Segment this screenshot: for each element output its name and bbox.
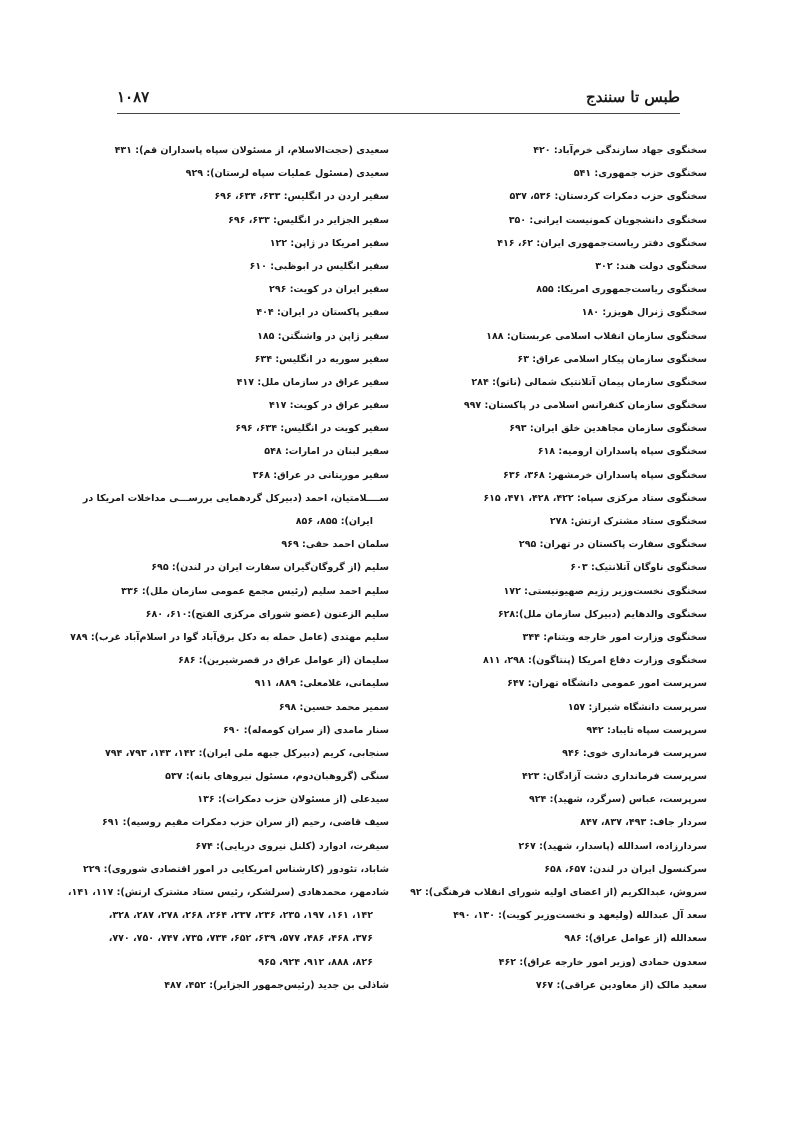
index-entry: سخنگوی دولت هند: ۳۰۲: [595, 260, 707, 272]
index-entry: سخنگوی ستاد مرکزی سپاه: ۴۲۲، ۴۲۸، ۴۷۱، ۶۱۵: [483, 492, 707, 504]
index-entry: سرپرست دانشگاه شیراز: ۱۵۷: [567, 701, 707, 713]
index-entry: شاذلی بن جدید (رئیس‌جمهور الجزایر): ۴۵۲، ۴۸۷: [164, 979, 389, 991]
index-entry: سردار جاف: ۴۹۳، ۸۳۷، ۸۴۷: [580, 817, 707, 829]
index-entry: سفیر لبنان در امارات: ۵۴۸: [264, 446, 389, 458]
index-entry: سلیم (از گروگان‌گیران سفارت ایران در لندن): ۶۹۵: [151, 562, 389, 574]
index-entry: سفیر الجزایر در انگلیس: ۶۳۳، ۶۹۶: [228, 214, 389, 226]
index-entry: سفیر کویت در انگلیس: ۶۳۴، ۶۹۶: [235, 423, 389, 435]
index-entry: سفیر عراق در سازمان ملل: ۴۱۷: [236, 376, 389, 388]
index-entry: سنجابی، کریم (دبیرکل جبهه ملی ایران): ۱۴۲، ۱۴۳، ۷۹۳، ۷۹۴: [104, 747, 389, 759]
index-entry: شادمهر، محمدهادی (سرلشکر، رئیس ستاد مشترک ارتش): ۱۱۷، ۱۴۱،: [67, 887, 389, 898]
index-entry: سخنگوی سازمان پیکار اسلامی عراق: ۶۳: [517, 353, 707, 365]
index-entry: سلیم احمد سلیم (رئیس مجمع عمومی سازمان ملل): ۳۳۶: [121, 585, 389, 597]
running-header: [117, 88, 680, 112]
index-entry: سفیر ژاپن در واشنگتن: ۱۸۵: [257, 330, 389, 342]
index-entry: سمیر محمد حسین: ۶۹۸: [278, 701, 389, 713]
index-entry: سعدون حمادی (وزیر امور خارجه عراق): ۴۶۲: [498, 956, 707, 968]
index-entry: سخنگوی ناوگان آتلانتیک: ۶۰۳: [570, 562, 707, 574]
index-entry-continuation: ایران): ۸۵۵، ۸۵۶: [295, 516, 373, 527]
index-entry: سروش، عبدالکریم (از اعضای اولیه شورای انقلاب فرهنگی): ۹۲: [410, 887, 707, 898]
index-entry: سرپرست، عباس (سرگرد، شهید): ۹۲۴: [528, 794, 707, 806]
index-entry: سخنگوی سپاه پاسداران خرمشهر: ۳۶۸، ۶۳۶: [503, 469, 707, 481]
index-column-right: [407, 139, 707, 997]
index-entry: سعدالله (از عوامل عراق): ۹۸۶: [564, 933, 707, 945]
index-entry: سفیر ایران در کویت: ۲۹۶: [269, 284, 389, 296]
index-entry: سرپرست امور عمومی دانشگاه تهران: ۶۴۷: [507, 678, 707, 690]
page-number: ۱۰۸۷: [117, 88, 150, 106]
index-entry: سفیر امریکا در ژاپن: ۱۲۲: [269, 237, 389, 249]
index-entry: سخنگوی سازمان انقلاب اسلامی عربستان: ۱۸۸: [486, 330, 707, 342]
index-entry: سخنگوی ژنرال هویزر: ۱۸۰: [581, 307, 707, 319]
index-entry: ســــلامتیان، احمد (دبیرکل گردهمایی بررســـی مداخلات امریکا در: [82, 492, 389, 504]
index-entry: شاباد، تئودور (کارشناس امریکایی در امور اقتصادی شوروی): ۲۲۹: [82, 863, 389, 875]
index-entry: سعید مالک (از معاودین عراقی): ۷۶۷: [535, 979, 707, 991]
index-entry: سلیمان (از عوامل عراق در قصرشیرین): ۶۸۶: [178, 655, 389, 667]
index-entry: سیفرت، ادوارد (کلنل نیروی دریایی): ۶۷۴: [195, 840, 389, 852]
index-entry: سخنگوی حزب جمهوری: ۵۴۱: [573, 168, 707, 180]
index-column-left: [67, 139, 389, 997]
index-entry: سخنگوی ریاست‌جمهوری امریکا: ۸۵۵: [536, 284, 707, 296]
index-entry: سفیر پاکستان در ایران: ۴۰۴: [256, 307, 389, 319]
index-entry: سرپرست سپاه تایباد: ۹۴۲: [586, 724, 707, 736]
index-entry: سفیر موریتانی در عراق: ۳۶۸: [252, 469, 389, 481]
index-entry: سخنگوی سپاه پاسداران ارومیه: ۶۱۸: [537, 446, 707, 458]
index-entry: سعیدی (حجت‌الاسلام، از مسئولان سپاه پاسداران قم): ۴۳۱: [114, 145, 389, 156]
index-entry: سخنگوی نخست‌وزیر رژیم صهیونیستی: ۱۷۲: [503, 585, 707, 597]
index-entry: سیدعلی (از مسئولان حزب دمکرات): ۱۳۶: [197, 794, 389, 806]
index-entry: سخنگوی حزب دمکرات کردستان: ۵۳۶، ۵۳۷: [509, 191, 707, 203]
index-entry: سفیر اردن در انگلیس: ۶۳۳، ۶۳۴، ۶۹۶: [214, 191, 389, 203]
index-entry: سعیدی (مسئول عملیات سپاه لرستان): ۹۲۹: [185, 168, 389, 180]
index-entry-continuation: ۸۲۶، ۸۸۸، ۹۱۲، ۹۲۴، ۹۶۵: [258, 956, 373, 968]
index-entry: سلمان احمد حقی: ۹۶۹: [281, 539, 389, 551]
index-entry: سیف قاضی، رحیم (از سران حزب دمکرات مقیم روسیه): ۶۹۱: [101, 817, 389, 829]
index-entry: سفیر عراق در کویت: ۴۱۷: [269, 400, 389, 412]
index-entry: سخنگوی وزارت امور خارجه ویتنام: ۳۴۴: [522, 631, 707, 643]
header-divider: [117, 113, 680, 114]
index-entry: سخنگوی سازمان مجاهدین خلق ایران: ۶۹۳: [509, 423, 707, 435]
index-entry: سردارزاده، اسدالله (پاسدار، شهید): ۲۶۷: [518, 840, 707, 852]
index-entry-continuation: ۳۷۶، ۴۶۸، ۴۸۶، ۵۷۷، ۶۳۹، ۶۵۲، ۷۳۴، ۷۳۵، ۷۴۷، ۷۵۰، ۷۷۰،: [108, 933, 373, 945]
index-entry: سخنگوی سفارت پاکستان در تهران: ۲۹۵: [518, 539, 707, 551]
index-entry: سخنگوی دانشجویان کمونیست ایرانی: ۳۵۰: [508, 214, 707, 226]
index-entry: سرکنسول ایران در لندن: ۶۵۷، ۶۵۸: [544, 863, 707, 875]
index-entry: سرپرست فرمانداری دشت آزادگان: ۴۲۳: [522, 771, 707, 783]
index-entry: سفیر انگلیس در ابوظبی: ۶۱۰: [249, 260, 389, 272]
index-entry: سخنگوی وزارت دفاع امریکا (پنتاگون): ۲۹۸، ۸۱۱: [483, 655, 707, 667]
index-entry: سخنگوی والدهایم (دبیرکل سازمان ملل):۶۲۸: [497, 608, 707, 620]
index-entry: سخنگوی جهاد سازندگی خرم‌آباد: ۴۲۰: [533, 145, 707, 156]
index-entry: سلیمانی، غلامعلی: ۸۸۹، ۹۱۱: [254, 678, 389, 690]
index-entry-continuation: ۱۴۲، ۱۶۱، ۱۹۷، ۲۳۵، ۲۳۶، ۲۳۷، ۲۶۴، ۲۶۸، ۲۷۸، ۲۸۷، ۳۲۸،: [108, 910, 373, 922]
index-entry: سلیم الزعنون (عضو شورای مرکزی الفتح):۶۱۰، ۶۸۰: [145, 608, 389, 620]
index-entry: سلیم مهتدی (عامل حمله به دکل برق‌آباد گوا در اسلام‌آباد غرب): ۷۸۹: [70, 631, 389, 643]
index-entry: سرپرست فرمانداری خوی: ۹۴۶: [562, 747, 707, 759]
index-entry: سنگی (گروهبان‌دوم، مسئول نیروهای بانه): ۵۳۷: [165, 771, 389, 783]
header-title: طبس تا سنندج: [586, 88, 680, 106]
index-entry: سخنگوی ستاد مشترک ارتش: ۲۷۸: [549, 516, 707, 527]
index-entry: سفیر سوریه در انگلیس: ۶۳۴: [254, 353, 389, 365]
index-entry: سعد آل عبدالله (ولیعهد و نخست‌وزیر کویت): ۱۳۰، ۴۹۰: [453, 910, 707, 922]
index-entry: سنار مامدی (از سران کومه‌له): ۶۹۰: [222, 724, 389, 736]
index-entry: سخنگوی دفتر ریاست‌جمهوری ایران: ۶۲، ۴۱۶: [497, 237, 707, 249]
index-entry: سخنگوی سازمان کنفرانس اسلامی در پاکستان: ۹۹۷: [463, 400, 707, 412]
index-entry: سخنگوی سازمان پیمان آتلانتیک شمالی (ناتو): ۲۸۴: [471, 376, 707, 388]
